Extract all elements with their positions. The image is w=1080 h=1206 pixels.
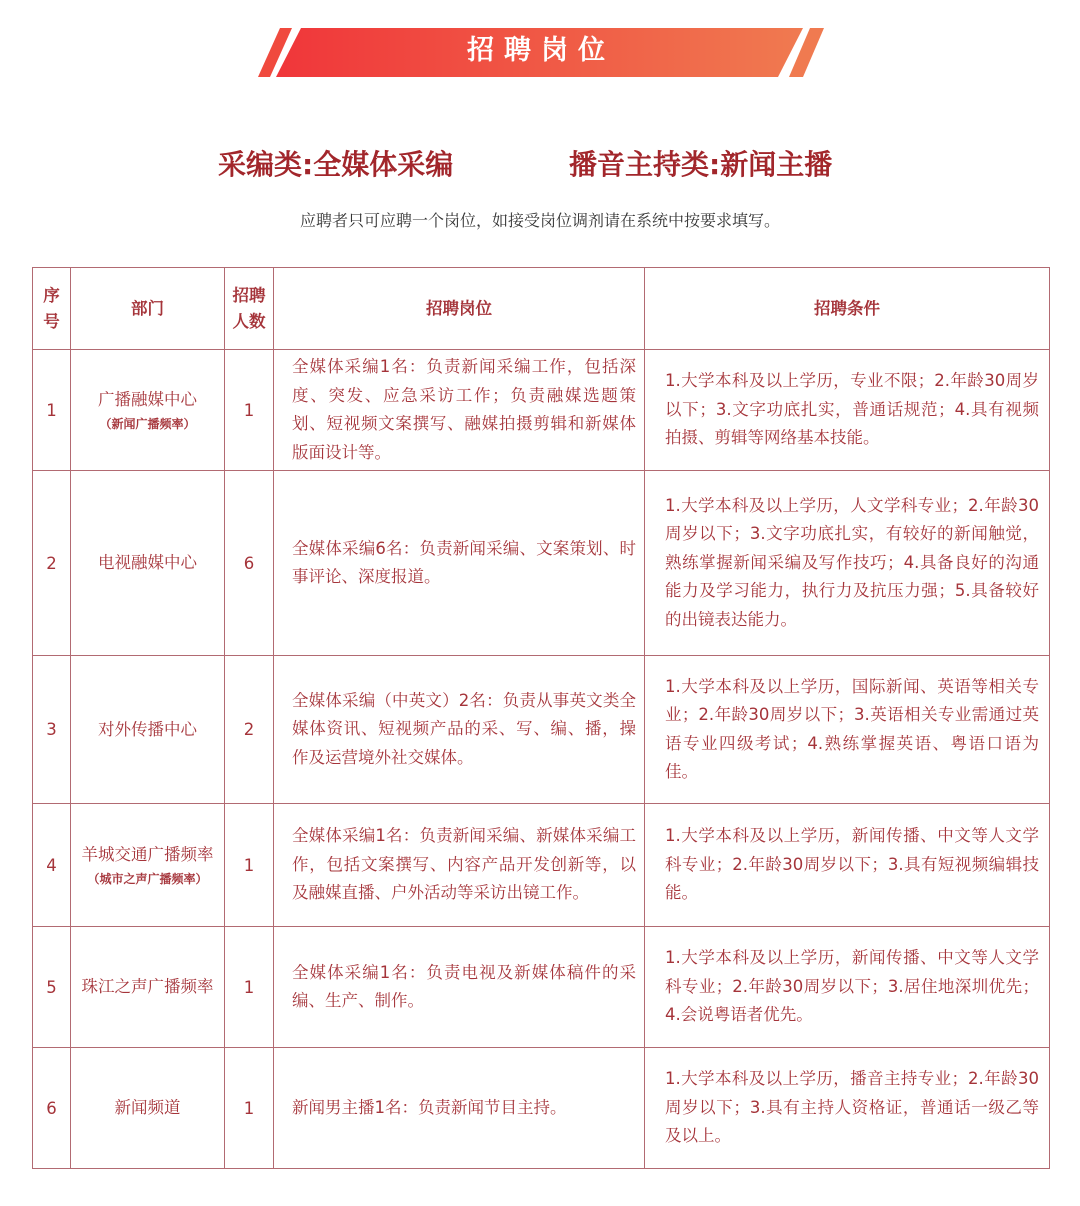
dept-name: 新闻频道 xyxy=(114,1098,181,1117)
category-heading: 采编类:全媒体采编 xyxy=(218,148,454,181)
category-heading: 播音主持类:新闻主播 xyxy=(569,148,833,181)
row-count: 1 xyxy=(225,804,274,927)
row-index: 1 xyxy=(33,350,71,471)
row-index: 6 xyxy=(33,1048,71,1169)
application-note: 应聘者只可应聘一个岗位，如接受岗位调剂请在系统中按要求填写。 xyxy=(299,211,780,230)
row-dept xyxy=(71,1048,225,1169)
row-requirements: 1.大学本科及以上学历，专业不限；2.年龄30周岁以下；3.文字功底扎实，普通话规范；4.具有视频拍摄、剪辑等网络基本技能。 xyxy=(645,350,1050,471)
row-dept xyxy=(71,927,225,1048)
row-index: 3 xyxy=(33,656,71,804)
header-count: 招聘人数 xyxy=(225,268,274,350)
row-index: 4 xyxy=(33,804,71,927)
dept-subname: （新闻广播频率） xyxy=(99,417,196,431)
dept-subname: （城市之声广播频率） xyxy=(87,872,208,886)
row-requirements: 1.大学本科及以上学历，国际新闻、英语等相关专业；2.年龄30周岁以下；3.英语相关专业需通过英语专业四级考试；4.熟练掌握英语、粤语口语为佳。 xyxy=(645,656,1050,804)
table-header-row xyxy=(33,268,1050,350)
category-headings xyxy=(0,143,1080,183)
table-row xyxy=(33,1048,1050,1169)
section-banner xyxy=(258,25,824,77)
header-requirements: 招聘条件 xyxy=(645,268,1050,350)
row-requirements: 1.大学本科及以上学历，人文学科专业；2.年龄30周岁以下；3.文字功底扎实，有较好的新闻触觉，熟练掌握新闻采编及写作技巧；4.具备良好的沟通能力及学习能力，执行力及抗压力强；5.具备较好的出镜表达能力。 xyxy=(645,471,1050,656)
row-dept xyxy=(71,656,225,804)
row-dept xyxy=(71,350,225,471)
banner-title: 招聘岗位 xyxy=(467,35,615,66)
row-requirements: 1.大学本科及以上学历，播音主持专业；2.年龄30周岁以下；3.具有主持人资格证，普通话一级乙等及以上。 xyxy=(645,1048,1050,1169)
header-index: 序号 xyxy=(33,268,71,350)
header-dept: 部门 xyxy=(71,268,225,350)
dept-name: 珠江之声广播频率 xyxy=(81,977,214,996)
table-row xyxy=(33,927,1050,1048)
row-index: 5 xyxy=(33,927,71,1048)
row-count: 1 xyxy=(225,927,274,1048)
row-count: 6 xyxy=(225,471,274,656)
header-position: 招聘岗位 xyxy=(274,268,645,350)
row-position: 全媒体采编1名：负责新闻采编工作，包括深度、突发、应急采访工作；负责融媒选题策划、短视频文案撰写、融媒拍摄剪辑和新媒体版面设计等。 xyxy=(274,350,645,471)
row-requirements: 1.大学本科及以上学历，新闻传播、中文等人文学科专业；2.年龄30周岁以下；3.居住地深圳优先；4.会说粤语者优先。 xyxy=(645,927,1050,1048)
positions-table xyxy=(32,267,1050,1169)
row-count: 1 xyxy=(225,1048,274,1169)
table-row xyxy=(33,656,1050,804)
table-row xyxy=(33,350,1050,471)
row-position: 全媒体采编（中英文）2名：负责从事英文类全媒体资讯、短视频产品的采、写、编、播，操作及运营境外社交媒体。 xyxy=(274,656,645,804)
row-position: 全媒体采编1名：负责新闻采编、新媒体采编工作，包括文案撰写、内容产品开发创新等，以及融媒直播、户外活动等采访出镜工作。 xyxy=(274,804,645,927)
table-row xyxy=(33,804,1050,927)
row-count: 2 xyxy=(225,656,274,804)
row-count: 1 xyxy=(225,350,274,471)
row-position: 新闻男主播1名：负责新闻节目主持。 xyxy=(274,1048,645,1169)
row-index: 2 xyxy=(33,471,71,656)
dept-name: 羊城交通广播频率 xyxy=(81,845,214,864)
row-dept xyxy=(71,804,225,927)
row-dept xyxy=(71,471,225,656)
row-position: 全媒体采编1名：负责电视及新媒体稿件的采编、生产、制作。 xyxy=(274,927,645,1048)
row-requirements: 1.大学本科及以上学历，新闻传播、中文等人文学科专业；2.年龄30周岁以下；3.具有短视频编辑技能。 xyxy=(645,804,1050,927)
dept-name: 广播融媒中心 xyxy=(98,390,197,409)
dept-name: 电视融媒中心 xyxy=(98,553,197,572)
row-position: 全媒体采编6名：负责新闻采编、文案策划、时事评论、深度报道。 xyxy=(274,471,645,656)
table-row xyxy=(33,471,1050,656)
dept-name: 对外传播中心 xyxy=(98,719,197,739)
